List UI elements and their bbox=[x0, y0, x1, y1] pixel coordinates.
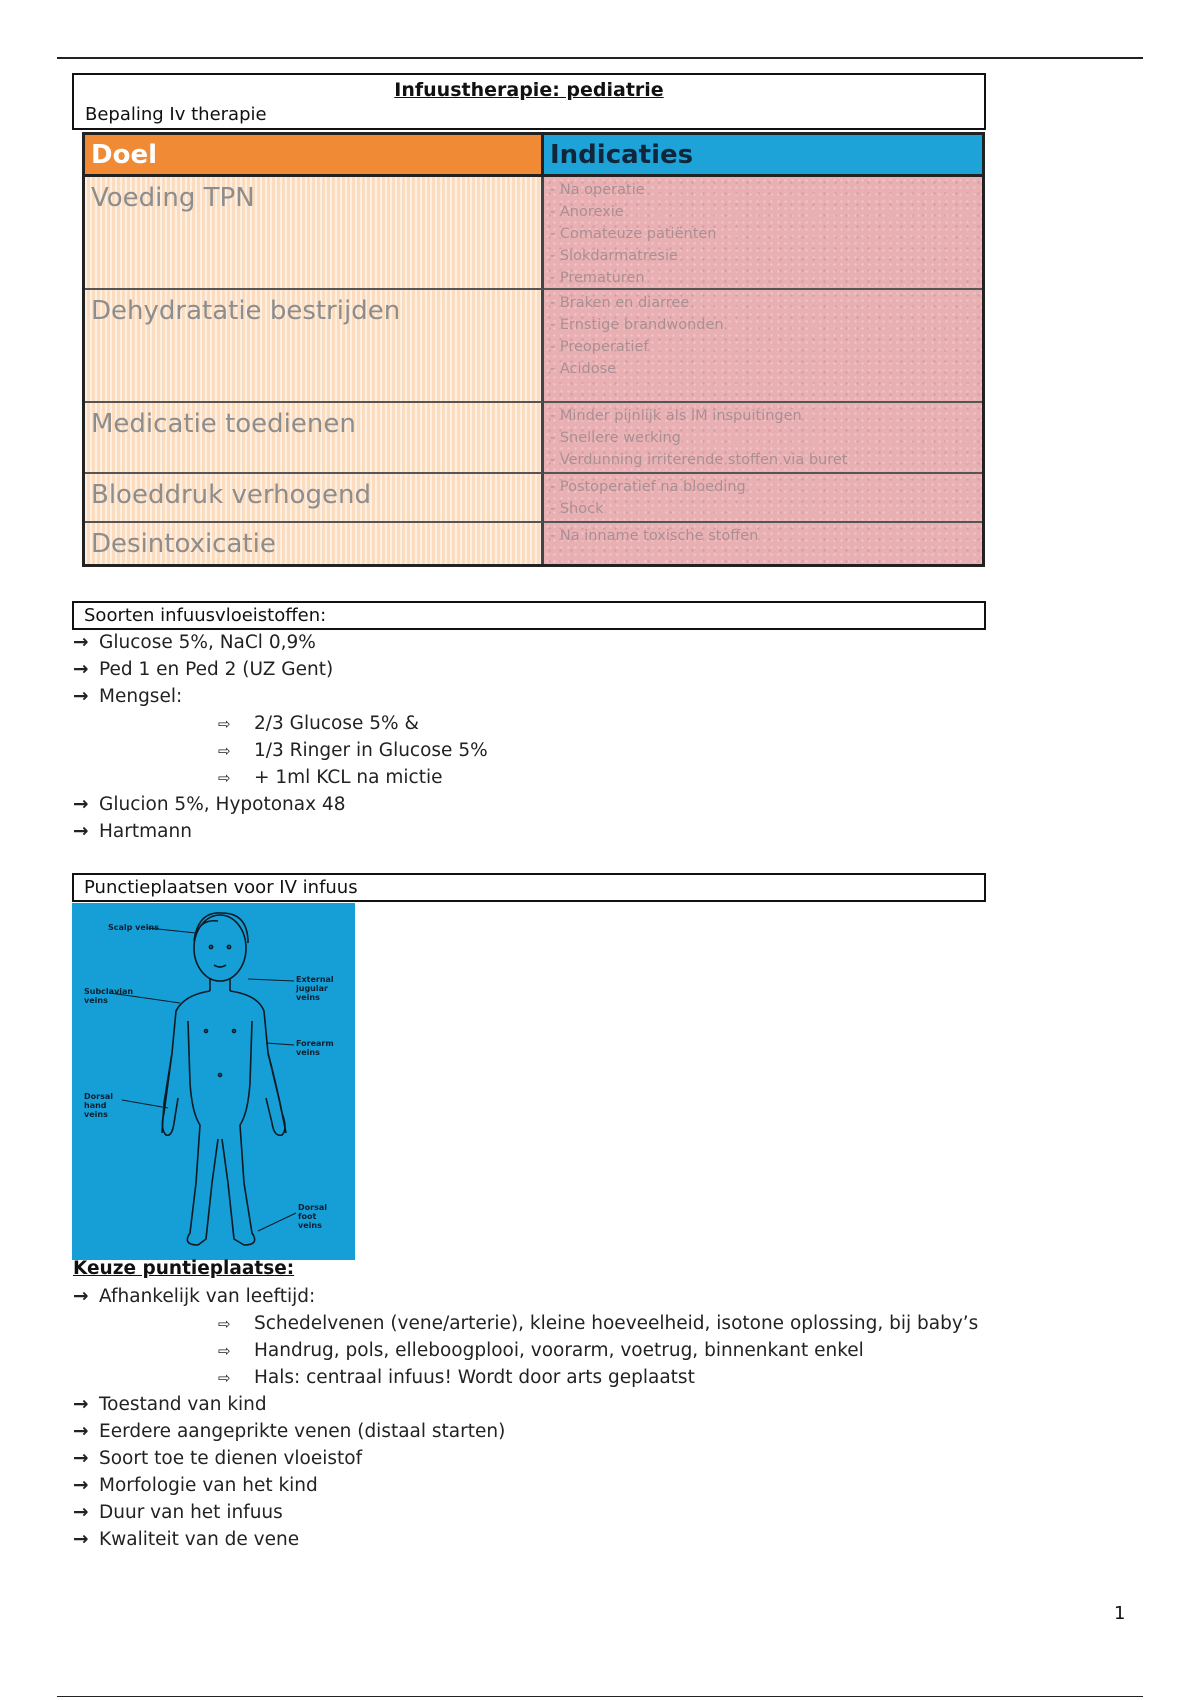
arrow-icon: → bbox=[73, 632, 89, 653]
list-item-text: Hartmann bbox=[99, 821, 192, 842]
indication-item: - Snellere werking bbox=[550, 427, 976, 449]
list-item bbox=[73, 1391, 978, 1418]
figure-label: Scalp veins bbox=[108, 923, 159, 932]
sub-list-item bbox=[73, 1310, 978, 1337]
goal-cell: Desintoxicatie bbox=[85, 523, 544, 564]
indication-item: - Na inname toxische stoffen bbox=[550, 525, 976, 547]
figure-label: Subclavian veins bbox=[84, 987, 134, 1005]
goal-cell: Dehydratatie bestrijden bbox=[85, 290, 544, 403]
indication-item: - Preoperatief bbox=[550, 336, 976, 358]
indication-cell bbox=[544, 290, 982, 403]
arrow-icon: → bbox=[73, 1394, 89, 1415]
list-item-text: 2/3 Glucose 5% & bbox=[254, 713, 419, 734]
indication-item: - Braken en diarree bbox=[550, 292, 976, 314]
indication-item: - Comateuze patiënten bbox=[550, 223, 976, 245]
sub-arrow-icon: ⇨ bbox=[218, 1315, 231, 1333]
goal-cell: Voeding TPN bbox=[85, 177, 544, 290]
sub-list-item bbox=[73, 1364, 978, 1391]
list-item bbox=[73, 818, 488, 845]
indication-cell bbox=[544, 474, 982, 523]
fluids-heading: Soorten infuusvloeistoffen: bbox=[84, 605, 327, 626]
list-item-text: Schedelvenen (vene/arterie), kleine hoeveelheid, isotone oplossing, bij baby’s bbox=[254, 1313, 979, 1334]
doel-header: Doel bbox=[85, 135, 544, 177]
choice-heading: Keuze puntieplaatse: bbox=[73, 1258, 295, 1279]
indication-cell bbox=[544, 177, 982, 290]
sub-list-item bbox=[73, 1337, 978, 1364]
sub-arrow-icon: ⇨ bbox=[218, 742, 231, 760]
document-title: Infuustherapie: pediatrie bbox=[394, 79, 664, 101]
indication-item: - Shock bbox=[550, 498, 976, 520]
list-item bbox=[73, 683, 488, 710]
indication-item: - Ernstige brandwonden bbox=[550, 314, 976, 336]
list-item-text: Morfologie van het kind bbox=[99, 1475, 318, 1496]
title-box bbox=[72, 73, 986, 130]
figure-label: External jugular veins bbox=[296, 975, 334, 1002]
sub-arrow-icon: ⇨ bbox=[218, 769, 231, 787]
choice-list bbox=[73, 1283, 978, 1553]
indication-item: - Acidose bbox=[550, 358, 976, 380]
list-item-text: Handrug, pols, elleboogplooi, voorarm, voetrug, binnenkant enkel bbox=[254, 1340, 864, 1361]
list-item-text: Soort toe te dienen vloeistof bbox=[99, 1448, 363, 1469]
list-item bbox=[73, 1418, 978, 1445]
figure-label: Dorsal hand veins bbox=[84, 1092, 113, 1119]
list-item-text: Hals: centraal infuus! Wordt door arts geplaatst bbox=[254, 1367, 695, 1388]
list-item-text: Kwaliteit van de vene bbox=[99, 1529, 300, 1550]
goal-cell: Medicatie toedienen bbox=[85, 403, 544, 474]
indication-item: - Anorexie bbox=[550, 201, 976, 223]
arrow-icon: → bbox=[73, 1475, 89, 1496]
puncture-heading-box bbox=[72, 873, 986, 902]
list-item bbox=[73, 629, 488, 656]
footer-rule bbox=[57, 1696, 1143, 1697]
list-item-text: Glucose 5%, NaCl 0,9% bbox=[99, 632, 316, 653]
list-item bbox=[73, 1499, 978, 1526]
child-vein-illustration bbox=[72, 903, 355, 1260]
list-item bbox=[73, 1445, 978, 1472]
list-item-text: Mengsel: bbox=[99, 686, 183, 707]
arrow-icon: → bbox=[73, 686, 89, 707]
figure-label: Forearm veins bbox=[296, 1039, 334, 1057]
indication-item: - Minder pijnlijk als IM inspuitingen bbox=[550, 405, 976, 427]
list-item bbox=[73, 1283, 978, 1310]
list-item-text: Ped 1 en Ped 2 (UZ Gent) bbox=[99, 659, 334, 680]
indicaties-header: Indicaties bbox=[544, 135, 982, 177]
indication-item: - Na operatie bbox=[550, 179, 976, 201]
list-item-text: Duur van het infuus bbox=[99, 1502, 283, 1523]
indication-cell bbox=[544, 523, 982, 564]
indication-item: - Postoperatief na bloeding bbox=[550, 476, 976, 498]
sub-list-item bbox=[73, 737, 488, 764]
list-item-text: Eerdere aangeprikte venen (distaal starten) bbox=[99, 1421, 506, 1442]
puncture-heading: Punctieplaatsen voor IV infuus bbox=[84, 877, 358, 898]
indication-cell bbox=[544, 403, 982, 474]
indication-item: - Verdunning irriterende stoffen via buret bbox=[550, 449, 976, 471]
sub-arrow-icon: ⇨ bbox=[218, 1369, 231, 1387]
fluid-list bbox=[73, 629, 488, 845]
figure-label: Dorsal foot veins bbox=[298, 1203, 327, 1230]
arrow-icon: → bbox=[73, 1286, 89, 1307]
header-rule bbox=[57, 57, 1143, 59]
indication-item: - Slokdarmatresie bbox=[550, 245, 976, 267]
arrow-icon: → bbox=[73, 1502, 89, 1523]
arrow-icon: → bbox=[73, 1448, 89, 1469]
list-item bbox=[73, 1526, 978, 1553]
list-item bbox=[73, 791, 488, 818]
list-item bbox=[73, 656, 488, 683]
sub-arrow-icon: ⇨ bbox=[218, 1342, 231, 1360]
sub-list-item bbox=[73, 710, 488, 737]
section-subtitle: Bepaling Iv therapie bbox=[85, 104, 267, 125]
arrow-icon: → bbox=[73, 821, 89, 842]
arrow-icon: → bbox=[73, 1529, 89, 1550]
arrow-icon: → bbox=[73, 794, 89, 815]
goal-cell: Bloeddruk verhogend bbox=[85, 474, 544, 523]
list-item-text: Glucion 5%, Hypotonax 48 bbox=[99, 794, 346, 815]
indication-item: - Prematuren bbox=[550, 267, 976, 289]
list-item-text: 1/3 Ringer in Glucose 5% bbox=[254, 740, 488, 761]
list-item-text: Afhankelijk van leeftijd: bbox=[99, 1286, 316, 1307]
indication-table bbox=[82, 132, 985, 567]
sub-list-item bbox=[73, 764, 488, 791]
list-item bbox=[73, 1472, 978, 1499]
arrow-icon: → bbox=[73, 1421, 89, 1442]
page-number: 1 bbox=[1114, 1603, 1126, 1624]
fluids-heading-box bbox=[72, 601, 986, 630]
list-item-text: Toestand van kind bbox=[99, 1394, 267, 1415]
list-item-text: + 1ml KCL na mictie bbox=[254, 767, 443, 788]
sub-arrow-icon: ⇨ bbox=[218, 715, 231, 733]
arrow-icon: → bbox=[73, 659, 89, 680]
